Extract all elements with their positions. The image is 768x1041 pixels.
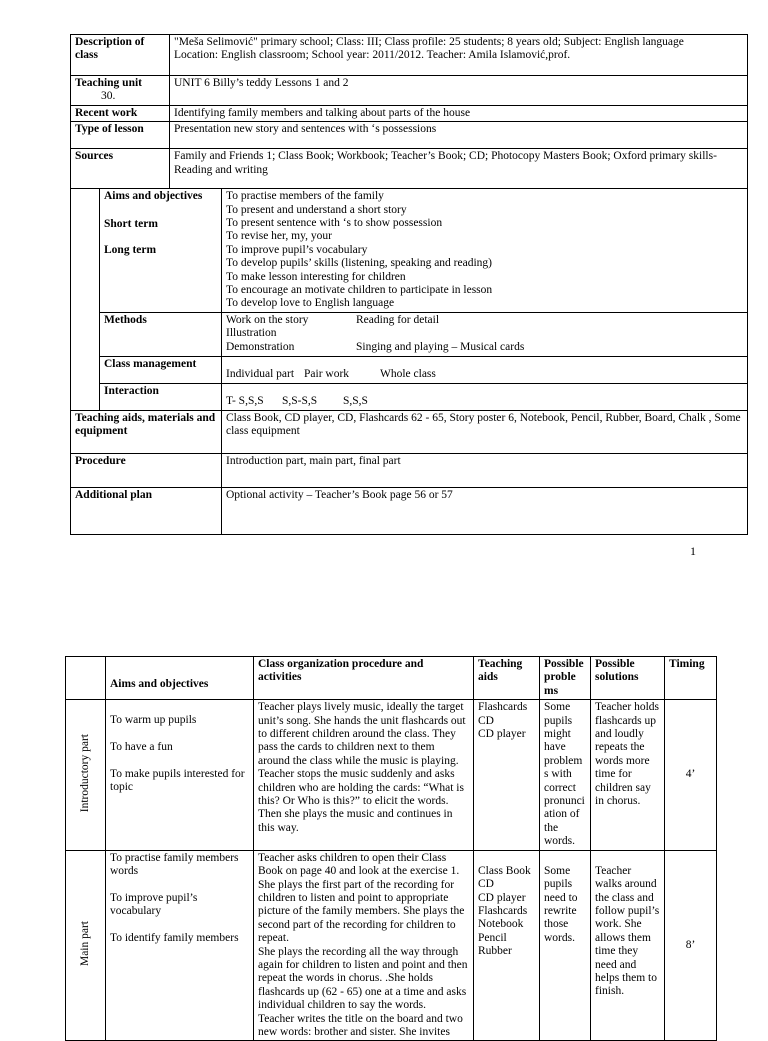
- sources-value: Family and Friends 1; Class Book; Workbook; Teacher’s Book; CD; Photocopy Masters Book; Oxford primary skills- Reading and writing: [170, 149, 748, 189]
- row-procedure: Teacher plays lively music, ideally the target unit’s song. She hands the unit flashcards out to different children around the class. They pass the cards to children next to them around the class while the music is playing. Teacher stops the music suddenly and asks children who are holding the cards: “What is this? Or Who is this?” to elicit the words. Then she plays the music and continues in this way.: [254, 700, 474, 850]
- part-label: Introductory part: [78, 733, 91, 812]
- row-aims: To warm up pupils To have a fun To make pupils interested for topic: [106, 700, 254, 850]
- row-timing: 4’: [665, 700, 717, 850]
- row-possible-problems: Some pupils need to rewrite those words.: [540, 850, 591, 1041]
- part-label-cell: [66, 700, 106, 850]
- header-aims: Aims and objectives: [106, 657, 254, 700]
- description-label: Description of class: [71, 35, 170, 76]
- interaction-pattern-1: T- S,S,S: [226, 395, 264, 408]
- row-teaching-aids: Class Book CD CD player Flashcards Notebook Pencil Rubber: [474, 850, 540, 1041]
- recent-work-value: Identifying family members and talking about parts of the house: [170, 105, 748, 121]
- description-value: [170, 35, 748, 76]
- lesson-plan-table: [70, 34, 748, 535]
- additional-plan-label: Additional plan: [71, 487, 222, 534]
- table-row: [66, 700, 717, 850]
- row-procedure: Teacher asks children to open their Class Book on page 40 and look at the exercise 1. She plays the first part of the recording for children to listen and point to appropriate picture of the family members. She plays the second part of the recording for children to repeat. She plays the recording all the way through again for children to listen and point and then repeat the words in chorus. .She holds flashcards up (62 - 65) one at a time and asks individual children to say the words. Teacher writes the title on the board and two new words: brother and sister. She invites: [254, 850, 474, 1041]
- part-label: Main part: [78, 920, 91, 966]
- methods-label: Methods: [100, 312, 222, 356]
- interaction-label: Interaction: [100, 383, 222, 410]
- procedure-value: Introduction part, main part, final part: [222, 453, 748, 487]
- interaction-pattern-3: S,S,S: [343, 395, 368, 408]
- header-timing: Timing: [665, 657, 717, 700]
- class-management-pair: Pair work: [304, 368, 350, 381]
- table-row: [66, 850, 717, 1041]
- class-management-value: [222, 356, 748, 383]
- teaching-unit-label: Teaching unit: [75, 77, 143, 89]
- row-timing: 8’: [665, 850, 717, 1041]
- teaching-aids-value: Class Book, CD player, CD, Flashcards 62 - 65, Story poster 6, Notebook, Pencil, Rubber, Board, Chalk , Some class equipment: [222, 410, 748, 453]
- type-of-lesson-label: Type of lesson: [71, 122, 170, 149]
- recent-work-label: Recent work: [71, 105, 170, 121]
- row-possible-solutions: Teacher holds flashcards up and loudly repeats the words more time for children say in chorus.: [591, 700, 665, 850]
- teaching-aids-label: Teaching aids, materials and equipment: [71, 410, 222, 453]
- indent-cell: [71, 189, 100, 411]
- procedure-label: Procedure: [71, 453, 222, 487]
- header-part-cell: [66, 657, 106, 700]
- class-management-label: Class management: [100, 356, 222, 383]
- interaction-value: [222, 383, 748, 410]
- header-procedure: Class organization procedure and activities: [254, 657, 474, 700]
- class-management-whole: Whole class: [380, 368, 436, 381]
- description-line-1: "Meša Selimović" primary school; Class: III; Class profile: 25 students; 8 years old; Subject: English language: [174, 36, 684, 48]
- teaching-unit-number: 30.: [101, 90, 116, 103]
- header-teaching-aids: Teaching aids: [474, 657, 540, 700]
- description-line-2: Location: English classroom; School year: 2011/2012. Teacher: Amila Islamović,prof.: [174, 49, 571, 62]
- type-of-lesson-value: Presentation new story and sentences with ‘s possessions: [170, 122, 748, 149]
- methods-column-2: Reading for detail Singing and playing – Musical cards: [356, 313, 525, 353]
- procedure-table: [65, 656, 717, 1041]
- sources-label: Sources: [71, 149, 170, 189]
- aims-label: Aims and objectives: [104, 190, 203, 203]
- row-aims: To practise family members words To improve pupil’s vocabulary To identify family members: [106, 850, 254, 1041]
- aims-label-cell: [100, 189, 222, 313]
- row-teaching-aids: Flashcards CD CD player: [474, 700, 540, 850]
- header-possible-problems: Possible proble ms: [540, 657, 591, 700]
- methods-column-1: Work on the story Illustration Demonstration: [226, 313, 309, 353]
- class-management-individual: Individual part: [226, 368, 295, 381]
- short-term-label: Short term: [104, 217, 158, 230]
- row-possible-solutions: Teacher walks around the class and follow pupil’s work. She allows them time they need and helps them to finish.: [591, 850, 665, 1041]
- teaching-unit-label-cell: [71, 76, 170, 106]
- row-possible-problems: Some pupils might have problem s with correct pronunci ation of the words.: [540, 700, 591, 850]
- page-number: 1: [690, 544, 696, 558]
- interaction-pattern-2: S,S-S,S: [282, 395, 318, 408]
- part-label-cell: [66, 850, 106, 1041]
- long-term-label: Long term: [104, 244, 157, 257]
- additional-plan-value: Optional activity – Teacher’s Book page 56 or 57: [222, 487, 748, 534]
- teaching-unit-value: UNIT 6 Billy’s teddy Lessons 1 and 2: [170, 76, 748, 106]
- aims-value: To practise members of the family To present and understand a short story To present sentence with ‘s to show possession To revise her, my, your To improve pupil’s vocabulary To develop pupils’ skills (listening, speaking and reading) To make lesson interesting for children To encourage an motivate children to participate in lesson To develop love to English language: [222, 189, 748, 313]
- header-possible-solutions: Possible solutions: [591, 657, 665, 700]
- methods-value: [222, 312, 748, 356]
